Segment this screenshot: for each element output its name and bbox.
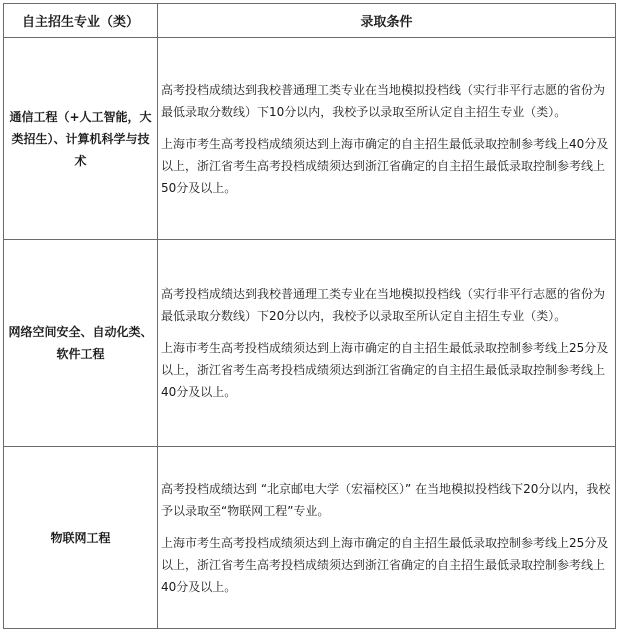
major-name: 网络空间安全、自动化类、软件工程 xyxy=(4,240,158,447)
condition-paragraph: 高考投档成绩达到我校普通理工类专业在当地模拟投档线（实行非平行志愿的省份为最低录取分数线）下20分以内，我校予以录取至所认定自主招生专业（类）。 xyxy=(161,287,606,323)
condition-paragraph: 上海市考生高考投档成绩须达到上海市确定的自主招生最低录取控制参考线上25分及以上，浙江省考生高考投档成绩须达到浙江省确定的自主招生最低录取控制参考线上40分及以上。 xyxy=(161,535,609,594)
table-header-row xyxy=(4,4,616,38)
condition-paragraph: 高考投档成绩达到我校普通理工类专业在当地模拟投档线（实行非平行志愿的省份为最低录取分数线）下10分以内，我校予以录取至所认定自主招生专业（类）。 xyxy=(161,82,606,119)
header-conditions: 录取条件 xyxy=(158,4,616,38)
condition-paragraph: 高考投档成绩达到 “北京邮电大学（宏福校区）” 在当地模拟投档线下20分以内，我校予以录取至“物联网工程”专业。 xyxy=(161,481,611,518)
major-name: 物联网工程 xyxy=(4,447,158,629)
condition-paragraph: 上海市考生高考投档成绩须达到上海市确定的自主招生最低录取控制参考线上25分及以上，浙江省考生高考投档成绩须达到浙江省确定的自主招生最低录取控制参考线上40分及以上。 xyxy=(161,341,609,399)
header-major: 自主招生专业（类） xyxy=(4,4,158,38)
conditions-cell xyxy=(158,447,616,629)
table-row xyxy=(4,447,616,629)
major-name: 通信工程（+人工智能，大类招生）、计算机科学与技术 xyxy=(4,38,158,240)
conditions-cell xyxy=(158,240,616,447)
table-row xyxy=(4,240,616,447)
conditions-cell xyxy=(158,38,616,240)
table-row xyxy=(4,38,616,240)
admission-table xyxy=(3,3,616,629)
condition-paragraph: 上海市考生高考投档成绩须达到上海市确定的自主招生最低录取控制参考线上40分及以上，浙江省考生高考投档成绩须达到浙江省确定的自主招生最低录取控制参考线上50分及以上。 xyxy=(161,136,609,195)
